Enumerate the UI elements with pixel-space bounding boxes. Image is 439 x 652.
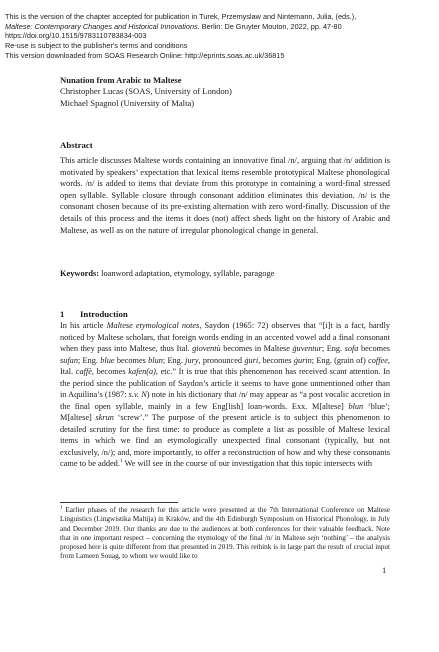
paper-title: Nunation from Arabic to Maltese <box>60 75 182 85</box>
section-heading <box>60 309 390 319</box>
download-link[interactable]: This version downloaded from SOAS Research Online: http://eprints.soas.ac.uk/36815 <box>5 50 285 60</box>
author-list <box>60 86 390 109</box>
source-line-1: This is the version of the chapter accepted for publication in Turek, Przemyslaw and Nintemann, Julia, (eds.), <box>5 12 357 21</box>
author-2: Michael Spagnol (University of Malta) <box>60 97 195 108</box>
author-1: Christopher Lucas (SOAS, University of London) <box>60 86 232 96</box>
source-notice <box>5 12 430 61</box>
page-number: 1 <box>382 566 387 575</box>
keywords-line <box>60 268 390 279</box>
keywords-text: loanword adaptation, etymology, syllable, paragoge <box>99 269 275 278</box>
abstract-heading: Abstract <box>60 140 93 150</box>
doi-link[interactable]: https://doi.org/10.1515/9783110783834-003 <box>5 31 147 41</box>
source-line-4: Re-use is subject to the publisher's terms and conditions <box>5 41 188 51</box>
body-paragraph: In his article Maltese etymological notes, Saydon (1965: 72) observes that “[i]t is a fact, hardly noticed by Maltese scholars, that foreign words ending in an accented vowel add a final consonant when they pass into Maltese, thus Ital. gioventù becomes in Maltese ġuventur; Eng. sofa becomes sufan; Eng. blue becomes blun; Eng. jury, pronounced ġuri, becomes ġurin; Eng. (grain of) coffee, Ital. caffè, becomes kafen(a), etc.” It is true that this phenomenon has received scant attention. In the period since the publication of Saydon’s article it seems to have gone unmentioned other than in Aquilina’s (1987: s.v. N) note in his dictionary that /n/ may appear as “a post vocalic accretion in the final open syllable, mainly in a few Eng[lish] loan-words. Exx. M[altese] blun ‘blue’; M[altese] skrun ‘screw’.” The purpose of the present article is to subject this phenomenon to detailed scrutiny for the first time: to produce as complete a list as possible of Maltese lexical items in which we find an etymologically unexpected final consonant (typically, but not exclusively, /n/); and, more importantly, to offer a reconstruction of how and why these consonants came to be added.$^1$ We will see in the course of our investigation that this topic intersects with <box>60 321 391 468</box>
footnote: $^1$ Earlier phases of the research for this article were presented at the 7th International Conference on Maltese Linguistics (Lingwistika Maltija) in Kraków, and the 4th Edinburgh Symposium on Historical Phonology, in July and December 2019. Our thanks are due to the audiences at both conferences for their valuable feedback. Note that in one important respect – concerning the etymology of the final /n/ in Maltese sejn ‘nothing’ – the analysis proposed here is quite different from that presented in 2019. This rethink is in large part the result of crucial input from Lameen Souag, to whom we would like to <box>60 505 391 561</box>
abstract-text: This article discusses Maltese words containing an innovative final /n/, arguing that /n/ addition is motivated by speakers’ expectation that lexical items resemble prototypical Maltese phonological words. /n/ is added to items that deviate from this prototype in containing a word-final stressed open syllable. Syllable closure through consonant addition eliminates this deviation. /n/ is the consonant chosen because of its pre-existing alternation with zero word-finally. Discussion of the details of this process and the items it does (not) affect sheds light on the history of Arabic and Maltese, as well as on the nature of irregular phonological change in general. <box>60 156 390 235</box>
footnote-divider <box>60 502 178 503</box>
footnote-marker: 1 <box>60 505 63 511</box>
section-title: Introduction <box>80 309 128 319</box>
keywords-label: Keywords: <box>60 269 100 278</box>
source-line-2: Maltese: Contemporary Changes and Historical Innovations. Berlin: De Gruyter Mouton, 2022, pp. 47-80 <box>5 21 342 31</box>
volume-title: Maltese: Contemporary Changes and Historical Innovations <box>5 21 198 31</box>
section-number: 1 <box>60 309 65 319</box>
footnote-ref[interactable]: 1 <box>119 458 123 465</box>
